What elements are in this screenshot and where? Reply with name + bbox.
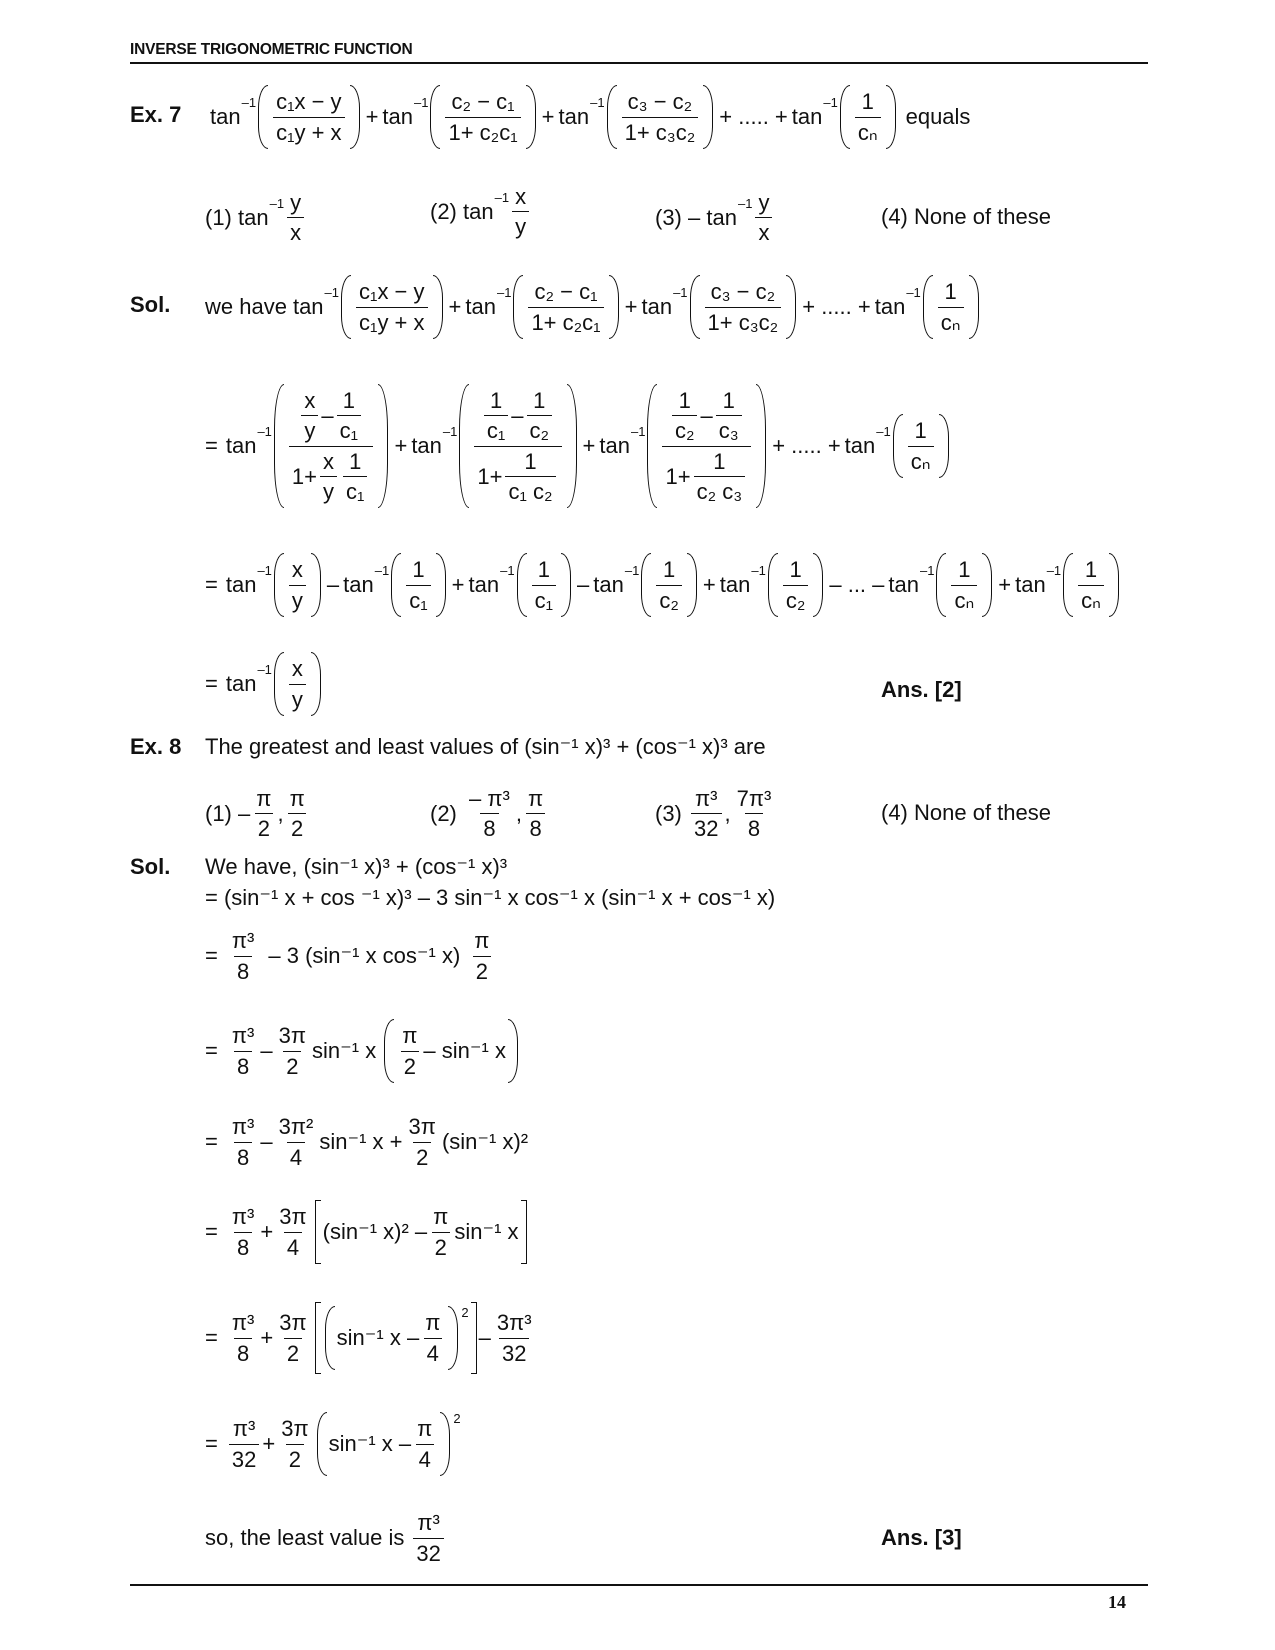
ex8-option-3[interactable]: (3) $\frac{\text{π³}}{32}$ , $\frac{\text{7π³}}{8}$	[655, 786, 772, 842]
ex8-sol-step3: = $\frac{\text{π³}}{8}$ – 3 (sin⁻¹ x cos⁻¹ x) $\frac{\pi}{2}$	[205, 928, 490, 984]
ex8-sol-line1: We have, (sin⁻¹ x)³ + (cos⁻¹ x)³	[205, 854, 508, 879]
ex7-sol-step2: = tan $^{-1}$ $\frac{x}{y}$ – $\frac{1}{\text{c₁}}$ 1+ $\frac{x}{y}$ $\frac{1}{\text{c₁}}$ + tan $^{-1}$ $\frac{1}{\text{c₁}}$ – $\frac{1}{\text{c₂}}$ 1+ $\frac{1}{\text{c₁ c₂}}$ + tan $^{-1}$ $\frac{1}{\text{c₂}}$ – $\frac{1}{\text{c₃}}$ 1+ $\frac{1}{\text{c₂ c₃}}$ + ..... + tan $^{-1}$ $\frac{1}{\text{cₙ}}$	[205, 384, 951, 508]
ex8-option-2[interactable]: (2) $\frac{\text{– π³}}{8}$ , $\frac{\pi}{8}$	[430, 786, 544, 842]
ex8-option-1[interactable]: (1) – $\frac{\pi}{2}$ , $\frac{\pi}{2}$	[205, 786, 305, 842]
ex8-sol-step4: = $\frac{\text{π³}}{8}$ – $\frac{3\pi}{2}$ sin⁻¹ x $\frac{\pi}{2}$ – sin⁻¹ x	[205, 1018, 520, 1084]
page-number: 14	[1108, 1592, 1126, 1612]
ex8-sol-line2: = (sin⁻¹ x + cos ⁻¹ x)³ – 3 sin⁻¹ x cos⁻¹ x (sin⁻¹ x + cos⁻¹ x)	[205, 885, 776, 910]
ex8-sol-label: Sol.	[130, 854, 171, 879]
ex8-answer: Ans. [3]	[881, 1525, 962, 1550]
page-header-title: INVERSE TRIGONOMETRIC FUNCTION	[130, 41, 413, 58]
ex7-question: tan $^{-1}$ $\frac{\text{c₁x − y}}{\text{c₁y + x}}$ + tan $^{-1}$ $\frac{\text{c₂ − c₁}}{\text{1+ c₂c₁}}$ + tan $^{-1}$ $\frac{\text{c₃ − c₂}}{\text{1+ c₃c₂}}$ + ..... + tan $^{-1}$ $\frac{1}{\text{cₙ}}$ equals	[210, 84, 970, 150]
ex7-option-4[interactable]: (4) None of these	[881, 204, 1051, 229]
ex8-question: The greatest and least values of (sin⁻¹ x)³ + (cos⁻¹ x)³ are	[205, 734, 766, 759]
header-rule	[130, 62, 1148, 64]
ex7-sol-result: = tan $^{-1}$ $\frac{x}{y}$	[205, 652, 323, 716]
ex7-sol-line1: we have tan $^{-1}$ $\frac{\text{c₁x − y}}{\text{c₁y + x}}$ + tan $^{-1}$ $\frac{\text{c₂ − c₁}}{\text{1+ c₂c₁}}$ + tan $^{-1}$ $\frac{\text{c₃ − c₂}}{\text{1+ c₃c₂}}$ + ..... + tan $^{-1}$ $\frac{1}{\text{cₙ}}$	[205, 274, 981, 340]
ex7-sol-step3: = tan $^{-1}$ $\frac{x}{y}$ – tan $^{-1}$ $\frac{1}{\text{c₁}}$ + tan $^{-1}$ $\frac{1}{\text{c₁}}$ – tan $^{-1}$ $\frac{1}{\text{c₂}}$ + tan $^{-1}$ $\frac{1}{\text{c₂}}$ – ... – tan $^{-1}$ $\frac{1}{\text{cₙ}}$ + tan $^{-1}$ $\frac{1}{\text{cₙ}}$	[205, 552, 1121, 618]
ex7-option-3[interactable]: (3) – tan $^{-1}$ $\frac{y}{x}$	[655, 190, 775, 246]
ex8-option-4[interactable]: (4) None of these	[881, 800, 1051, 825]
ex7-sol-label: Sol.	[130, 292, 171, 317]
ex7-label: Ex. 7	[130, 102, 182, 127]
ex8-label: Ex. 8	[130, 734, 182, 759]
tan-inverse: tan $^{-1}$	[210, 95, 257, 129]
ex8-sol-step8: = $\frac{\text{π³}}{32}$ + $\frac{3\pi}{2}$ sin⁻¹ x – $\frac{\pi}{4}$ 2	[205, 1412, 461, 1476]
ex8-sol-step5: = $\frac{\text{π³}}{8}$ – $\frac{\text{3π²}}{4}$ sin⁻¹ x + $\frac{3\pi}{2}$ (sin⁻¹ x)²	[205, 1114, 529, 1170]
ex8-conclusion: so, the least value is $\frac{\text{π³}}{32}$	[205, 1508, 447, 1568]
ex8-sol-step7: = $\frac{\text{π³}}{8}$ + $\frac{3\pi}{2}$ sin⁻¹ x – $\frac{\pi}{4}$ 2 – $\frac{\text{3π³}}{32}$	[205, 1300, 538, 1376]
ex7-option-2[interactable]: (2) tan $^{-1}$ $\frac{x}{y}$	[430, 184, 532, 240]
ex7-answer: Ans. [2]	[881, 677, 962, 702]
ex8-sol-step6: = $\frac{\text{π³}}{8}$ + $\frac{3\pi}{4}$ (sin⁻¹ x)² – $\frac{\pi}{2}$ sin⁻¹ x	[205, 1200, 529, 1264]
ex7-option-1[interactable]: (1) tan $^{-1}$ $\frac{y}{x}$	[205, 190, 307, 246]
footer-rule	[130, 1584, 1148, 1586]
